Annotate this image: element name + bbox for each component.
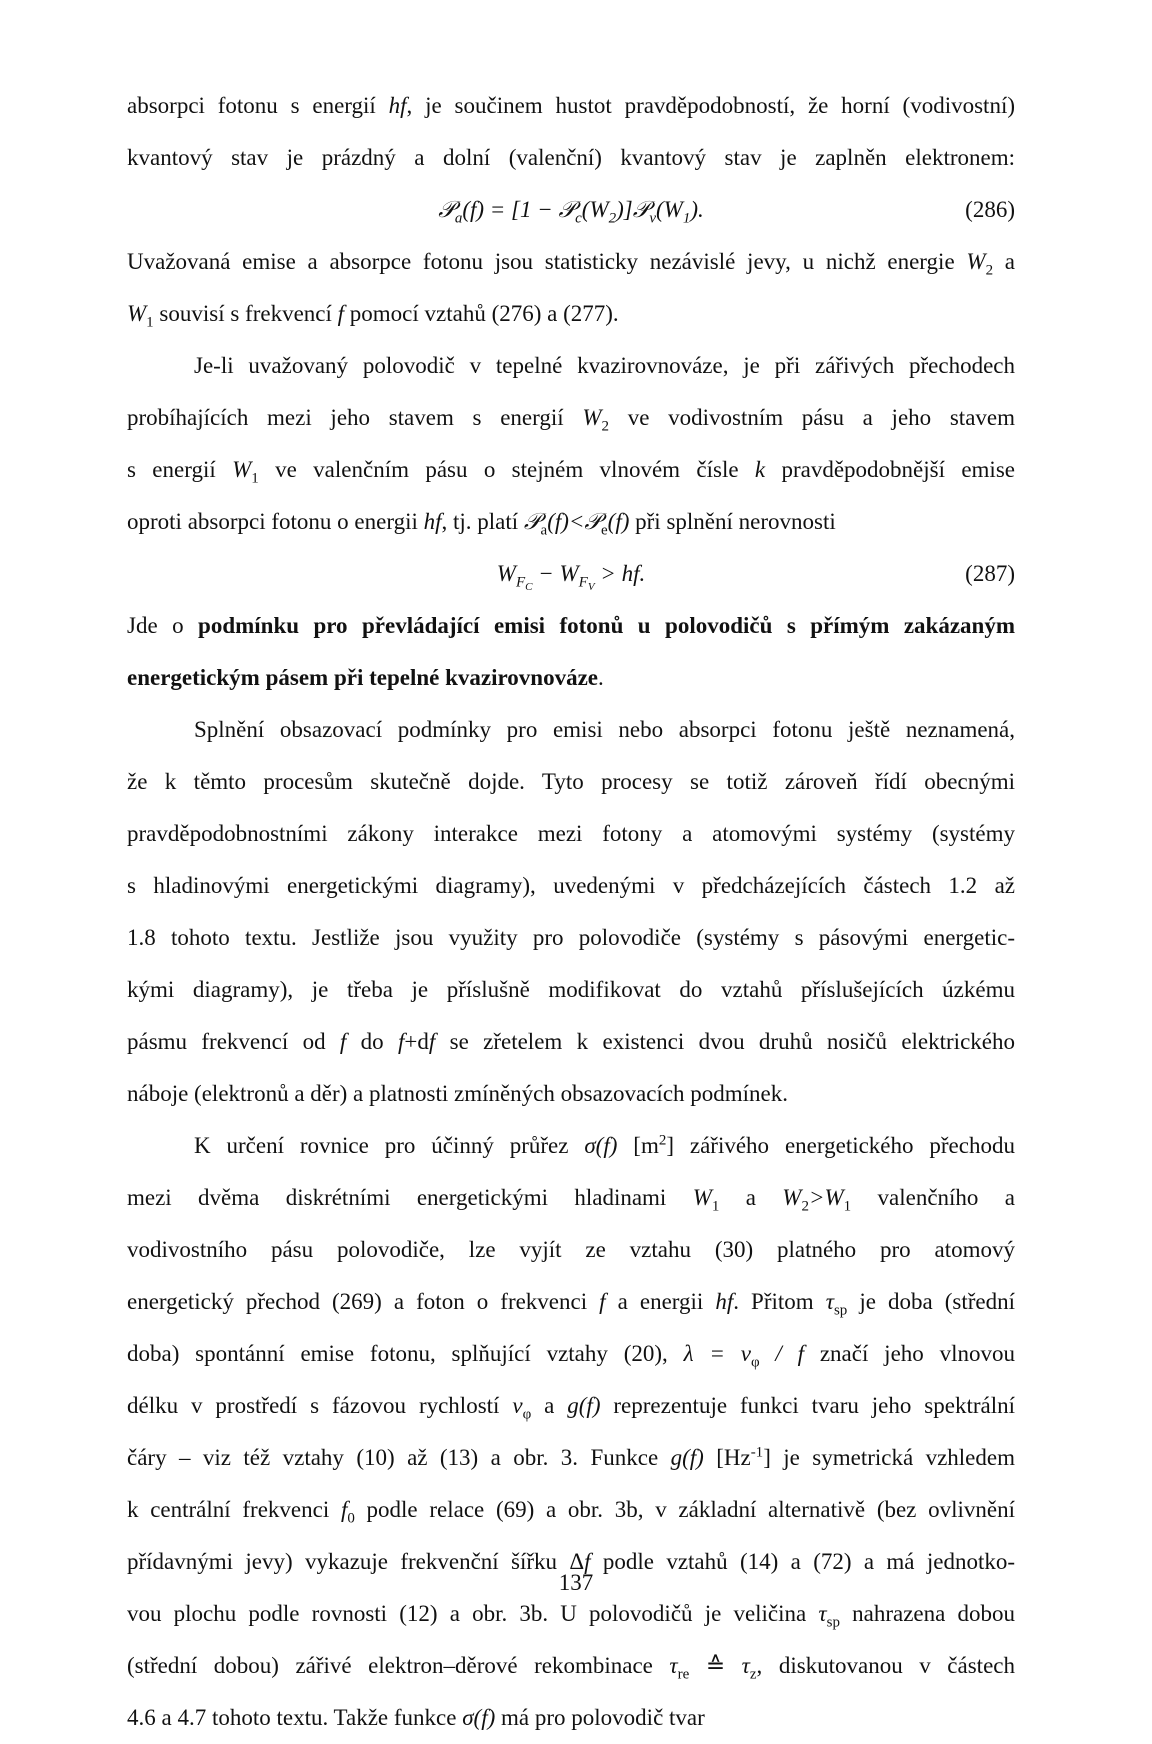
text-line: Je-li uvažovaný polovodič v tepelné kvazirovnováze, je při zářivých přechodech <box>194 353 1015 378</box>
equation-formula: $W_{FC} - W_{FV}$ > hf. <box>496 561 646 593</box>
text-line: čáry – viz též vztahy (10) až (13) a obr. 3. Funkce g(f) $[Hz^{-1}]$ je symetrická vzhledem <box>127 1444 1015 1470</box>
text-line: přídavnými jevy) vykazuje frekvenční šířku Δf podle vztahů (14) a (72) a má jednotko- <box>127 1549 1015 1574</box>
text-line: energetickým pásem při tepelné kvazirovnováze. <box>127 665 604 690</box>
text-line: probíhajících mezi jeho stavem s energií $W_2$ ve vodivostním pásu a jeho stavem <box>127 405 1015 435</box>
text-line: Jde o podmínku pro převládající emisi fotonů u polovodičů s přímým zakázaným <box>127 613 1015 638</box>
equation-number: (287) <box>965 561 1015 586</box>
text-line: náboje (elektronů a děr) a platnosti zmíněných obsazovacích podmínek. <box>127 1081 789 1106</box>
text-line: pravděpodobnostními zákony interakce mezi fotony a atomovými systémy (systémy <box>127 821 1015 846</box>
text-line: k centrální frekvenci $f_0$ podle relace (69) a obr. 3b, v základní alternativě (bez ovlivnění <box>127 1497 1015 1527</box>
text-line: K určení rovnice pro účinný průřez σ(f) $[m^2]$ zářivého energetického přechodu <box>194 1132 1015 1158</box>
text-line: doba) spontánní emise fotonu, splňující vztahy (20), $\lambda = v_\varphi / f$ značí jeho vlnovou <box>127 1341 1015 1371</box>
text-line: pásmu frekvencí od f do f+df se zřetelem k existenci dvou druhů nosičů elektrického <box>127 1029 1015 1054</box>
text-line: vou plochu podle rovnosti (12) a obr. 3b. U polovodičů je veličina $\tau_{sp}$ nahrazena dobou <box>127 1601 1016 1631</box>
equation-number: (286) <box>965 197 1015 222</box>
page-body <box>127 80 1015 1744</box>
text-line: kvantový stav je prázdný a dolní (valenční) kvantový stav je zaplněn elektronem: <box>127 145 1015 170</box>
text-line: (střední dobou) zářivé elektron–děrové rekombinace $\tau_{re}$ ≙ $\tau_z$, diskutovanou v částech <box>127 1653 1015 1683</box>
text-line: délku v prostředí s fázovou rychlostí $v_\varphi$ a g(f) reprezentuje funkci tvaru jeho spektrální <box>127 1393 1015 1423</box>
equation-formula: 𝒫$_a$(f) = $[1 - 𝒫_c(W_2)]𝒫_v(W_1)$. <box>438 197 704 227</box>
text-line: s energií $W_1$ ve valenčním pásu o stejném vlnovém čísle k pravděpodobnější emise <box>127 457 1015 487</box>
text-line: vodivostního pásu polovodiče, lze vyjít ze vztahu (30) platného pro atomový <box>127 1237 1015 1262</box>
equation <box>127 548 1015 600</box>
text-line: že k těmto procesům skutečně dojde. Tyto procesy se totiž zároveň řídí obecnými <box>127 769 1015 794</box>
text-line: 4.6 a 4.7 tohoto textu. Takže funkce σ(f) má pro polovodič tvar <box>127 1705 705 1730</box>
text-line: energetický přechod (269) a foton o frekvenci f a energii hf. Přitom $\tau_{sp}$ je doba (střední <box>127 1289 1015 1319</box>
equation <box>127 184 1015 236</box>
text-line: 1.8 tohoto textu. Jestliže jsou využity pro polovodiče (systémy s pásovými energetic- <box>127 925 1015 950</box>
text-line: mezi dvěma diskrétními energetickými hladinami $W_1$ a $W_2>W_1$ valenčního a <box>127 1185 1015 1215</box>
text-line: Uvažovaná emise a absorpce fotonu jsou statisticky nezávislé jevy, u nichž energie $W_2$ a <box>127 249 1015 279</box>
text-line: $W_1$ souvisí s frekvencí f pomocí vztahů (276) a (277). <box>127 301 619 331</box>
text-line: absorpci fotonu s energií hf, je součinem hustot pravděpodobností, že horní (vodivostní) <box>127 93 1015 118</box>
text-line: kými diagramy), je třeba je příslušně modifikovat do vztahů příslušejících úzkému <box>127 977 1015 1002</box>
text-line: s hladinovými energetickými diagramy), uvedenými v předcházejících částech 1.2 až <box>127 873 1015 898</box>
page-number: 137 <box>558 1570 594 1595</box>
text-line: oproti absorpci fotonu o energii hf, tj. platí 𝒫$_a$(f)<𝒫$_e$(f) při splnění nerovnosti <box>127 509 836 539</box>
text-line: Splnění obsazovací podmínky pro emisi nebo absorpci fotonu ještě neznamená, <box>194 717 1015 742</box>
